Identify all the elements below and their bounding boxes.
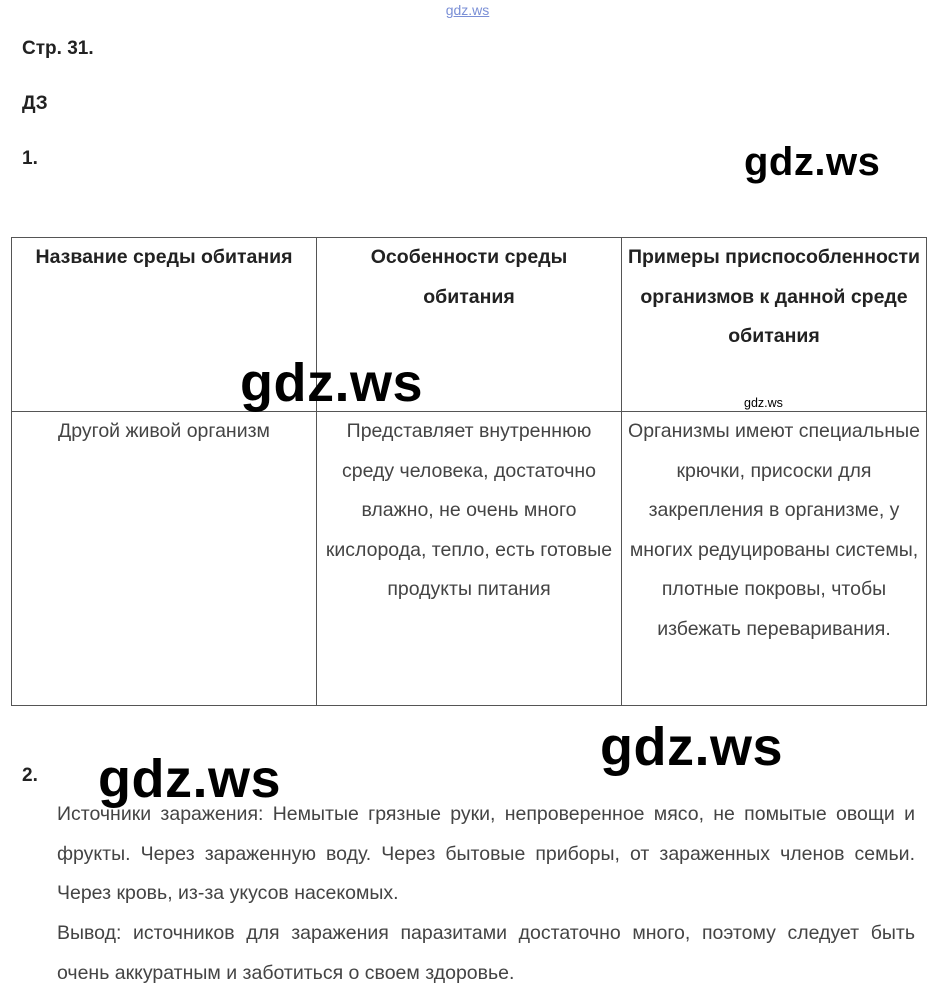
header-habitat-features: Особенности среды обитания [317, 238, 622, 412]
watermark-large: gdz.ws [600, 717, 784, 777]
task-2-paragraph-conclusion: Вывод: источников для заражения паразитами достаточно много, поэтому следует быть очень аккуратным и заботиться о своем здоровье. [57, 922, 915, 984]
habitat-table [11, 237, 927, 706]
task-2-paragraph-sources: Источники заражения: Немытые грязные руки, непроверенное мясо, не помытые овощи и фрукты. Через зараженную воду. Через бытовые приборы, от зараженных членов семьи. Через кровь, из-за укусов насекомых. [57, 803, 915, 904]
header-habitat-name: Название среды обитания [12, 238, 317, 412]
cell-habitat-name: Другой живой организм [12, 412, 317, 706]
watermark-large: gdz.ws [240, 353, 424, 413]
cell-adaptation-examples: Организмы имеют специальные крючки, присоски для закрепления в организме, у многих редуцированы системы, плотные покровы, чтобы избежать переваривания. [622, 412, 927, 706]
cell-habitat-features: Представляет внутреннюю среду человека, достаточно влажно, не очень много кислорода, тепло, есть готовые продукты питания [317, 412, 622, 706]
task-2-number: 2. [22, 765, 38, 786]
top-watermark-link[interactable]: gdz.ws [445, 2, 490, 18]
page-label: Стр. 31. [22, 38, 94, 59]
header-adaptation-examples: Примеры приспособленности организмов к данной среде обитания [622, 238, 927, 412]
table-header-row [12, 238, 927, 412]
section-label: ДЗ [22, 93, 48, 114]
task-1-number: 1. [22, 148, 38, 169]
watermark-large: gdz.ws [744, 140, 881, 184]
watermark-large: gdz.ws [98, 749, 282, 809]
watermark-small: gdz.ws [744, 396, 783, 410]
table-row [12, 412, 927, 706]
